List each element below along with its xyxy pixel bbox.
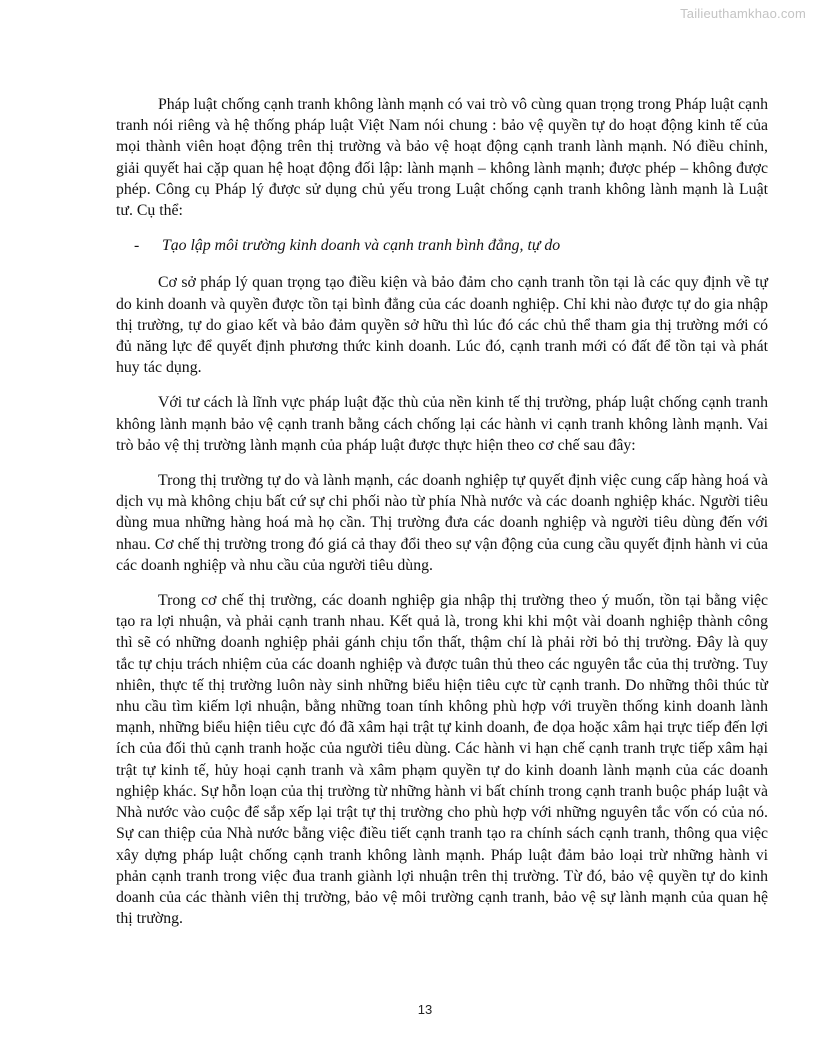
paragraph-market-mechanism: Trong cơ chế thị trường, các doanh nghiệp gia nhập thị trường theo ý muốn, tồn tại bằng việc tạo ra lợi nhuận, và phải cạnh tranh nhau. Kết quả là, trong khi khi một vài doanh nghiệp thành công thì sẽ có những doanh nghiệp phải gánh chịu tổn thất, thậm chí là phải rời bỏ thị trường. Đây là quy tắc tự chịu trách nhiệm của các doanh nghiệp và được tuân thủ theo các nguyên tắc của thị trường. Tuy nhiên, thực tế thị trường luôn này sinh những biểu hiện tiêu cực từ cạnh tranh. Do những thôi thúc từ nhu cầu tìm kiếm lợi nhuận, bằng những toan tính không phù hợp với truyền thống kinh doanh lành mạnh, những biểu hiện tiêu cực đó đã xâm hại trật tự kinh doanh, đe dọa hoặc xâm hại trực tiếp đến lợi ích của đối thủ cạnh tranh hoặc của người tiêu dùng. Các hành vi hạn chế cạnh tranh trực tiếp xâm hại trật tự kinh tế, hủy hoại cạnh tranh và xâm phạm quyền tự do kinh doanh lành mạnh của các doanh nghiệp khác. Sự hỗn loạn của thị trường từ những hành vi bất chính trong cạnh tranh buộc pháp luật và Nhà nước vào cuộc để sắp xếp lại trật tự thị trường cho phù hợp với những nguyên tắc vốn có của nó. Sự can thiệp của Nhà nước bằng việc điều tiết cạnh tranh tạo ra chính sách cạnh tranh, thông qua việc xây dựng pháp luật chống cạnh tranh không lành mạnh. Pháp luật đảm bảo loại trừ những hành vi phản cạnh tranh trong việc đua tranh giành lợi nhuận trên thị trường. Từ đó, bảo vệ quyền tự do kinh doanh của các thành viên thị trường, bảo vệ môi trường cạnh tranh, bảo vệ sự lành mạnh của quan hệ thị trường.: [116, 592, 768, 928]
paragraph-market-economy: Với tư cách là lĩnh vực pháp luật đặc thù của nền kinh tế thị trường, pháp luật chống cạnh tranh không lành mạnh bảo vệ cạnh tranh bằng cách chống lại các hành vi cạnh tranh không lành mạnh. Vai trò bảo vệ thị trường lành mạnh của pháp luật được thực hiện theo cơ chế sau đây:: [116, 394, 768, 454]
document-body: [116, 94, 768, 943]
bullet-heading: Tạo lập môi trường kinh doanh và cạnh tranh bình đẳng, tự do: [162, 237, 561, 255]
paragraph-intro: Pháp luật chống cạnh tranh không lành mạnh có vai trò vô cùng quan trọng trong Pháp luật cạnh tranh nói riêng và hệ thống pháp luật Việt Nam nói chung : bảo vệ quyền tự do hoạt động kinh tế của mọi thành viên hoạt động trên thị trường và bảo vệ hoạt động cạnh tranh lành mạnh. Nó điều chỉnh, giải quyết hai cặp quan hệ hoạt động đối lập: lành mạnh – không lành mạnh; được phép – không được phép. Công cụ Pháp lý được sử dụng chủ yếu trong Luật chống cạnh tranh không lành mạnh là Luật tư. Cụ thể:: [116, 96, 768, 220]
page-number: 13: [417, 1002, 433, 1017]
bullet-item: [116, 235, 768, 256]
watermark: Tailieuthamkhao.com: [680, 6, 806, 21]
paragraph-legal-basis: Cơ sở pháp lý quan trọng tạo điều kiện và bảo đảm cho cạnh tranh tồn tại là các quy định về tự do kinh doanh và quyền được tồn tại bình đẳng của các doanh nghiệp. Chỉ khi nào được tự do gia nhập thị trường, tự do giao kết và bảo đảm quyền sở hữu thì lúc đó các chủ thể tham gia thị trường mới có đủ năng lực để quyết định phương thức kinh doanh. Lúc đó, cạnh tranh mới có đất để tồn tại và phát huy tác dụng.: [116, 274, 768, 377]
bullet-dash: -: [134, 237, 140, 255]
paragraph-free-market: Trong thị trường tự do và lành mạnh, các doanh nghiệp tự quyết định việc cung cấp hàng hoá và dịch vụ mà không chịu bất cứ sự chi phối nào từ phía Nhà nước và các doanh nghiệp khác. Người tiêu dùng mua những hàng hoá mà họ cần. Thị trường đưa các doanh nghiệp và người tiêu dùng đến với nhau. Cơ chế thị trường trong đó giá cả thay đổi theo sự vận động của cung cầu quyết định hành vi của các doanh nghiệp và nhu cầu của người tiêu dùng.: [116, 472, 768, 574]
